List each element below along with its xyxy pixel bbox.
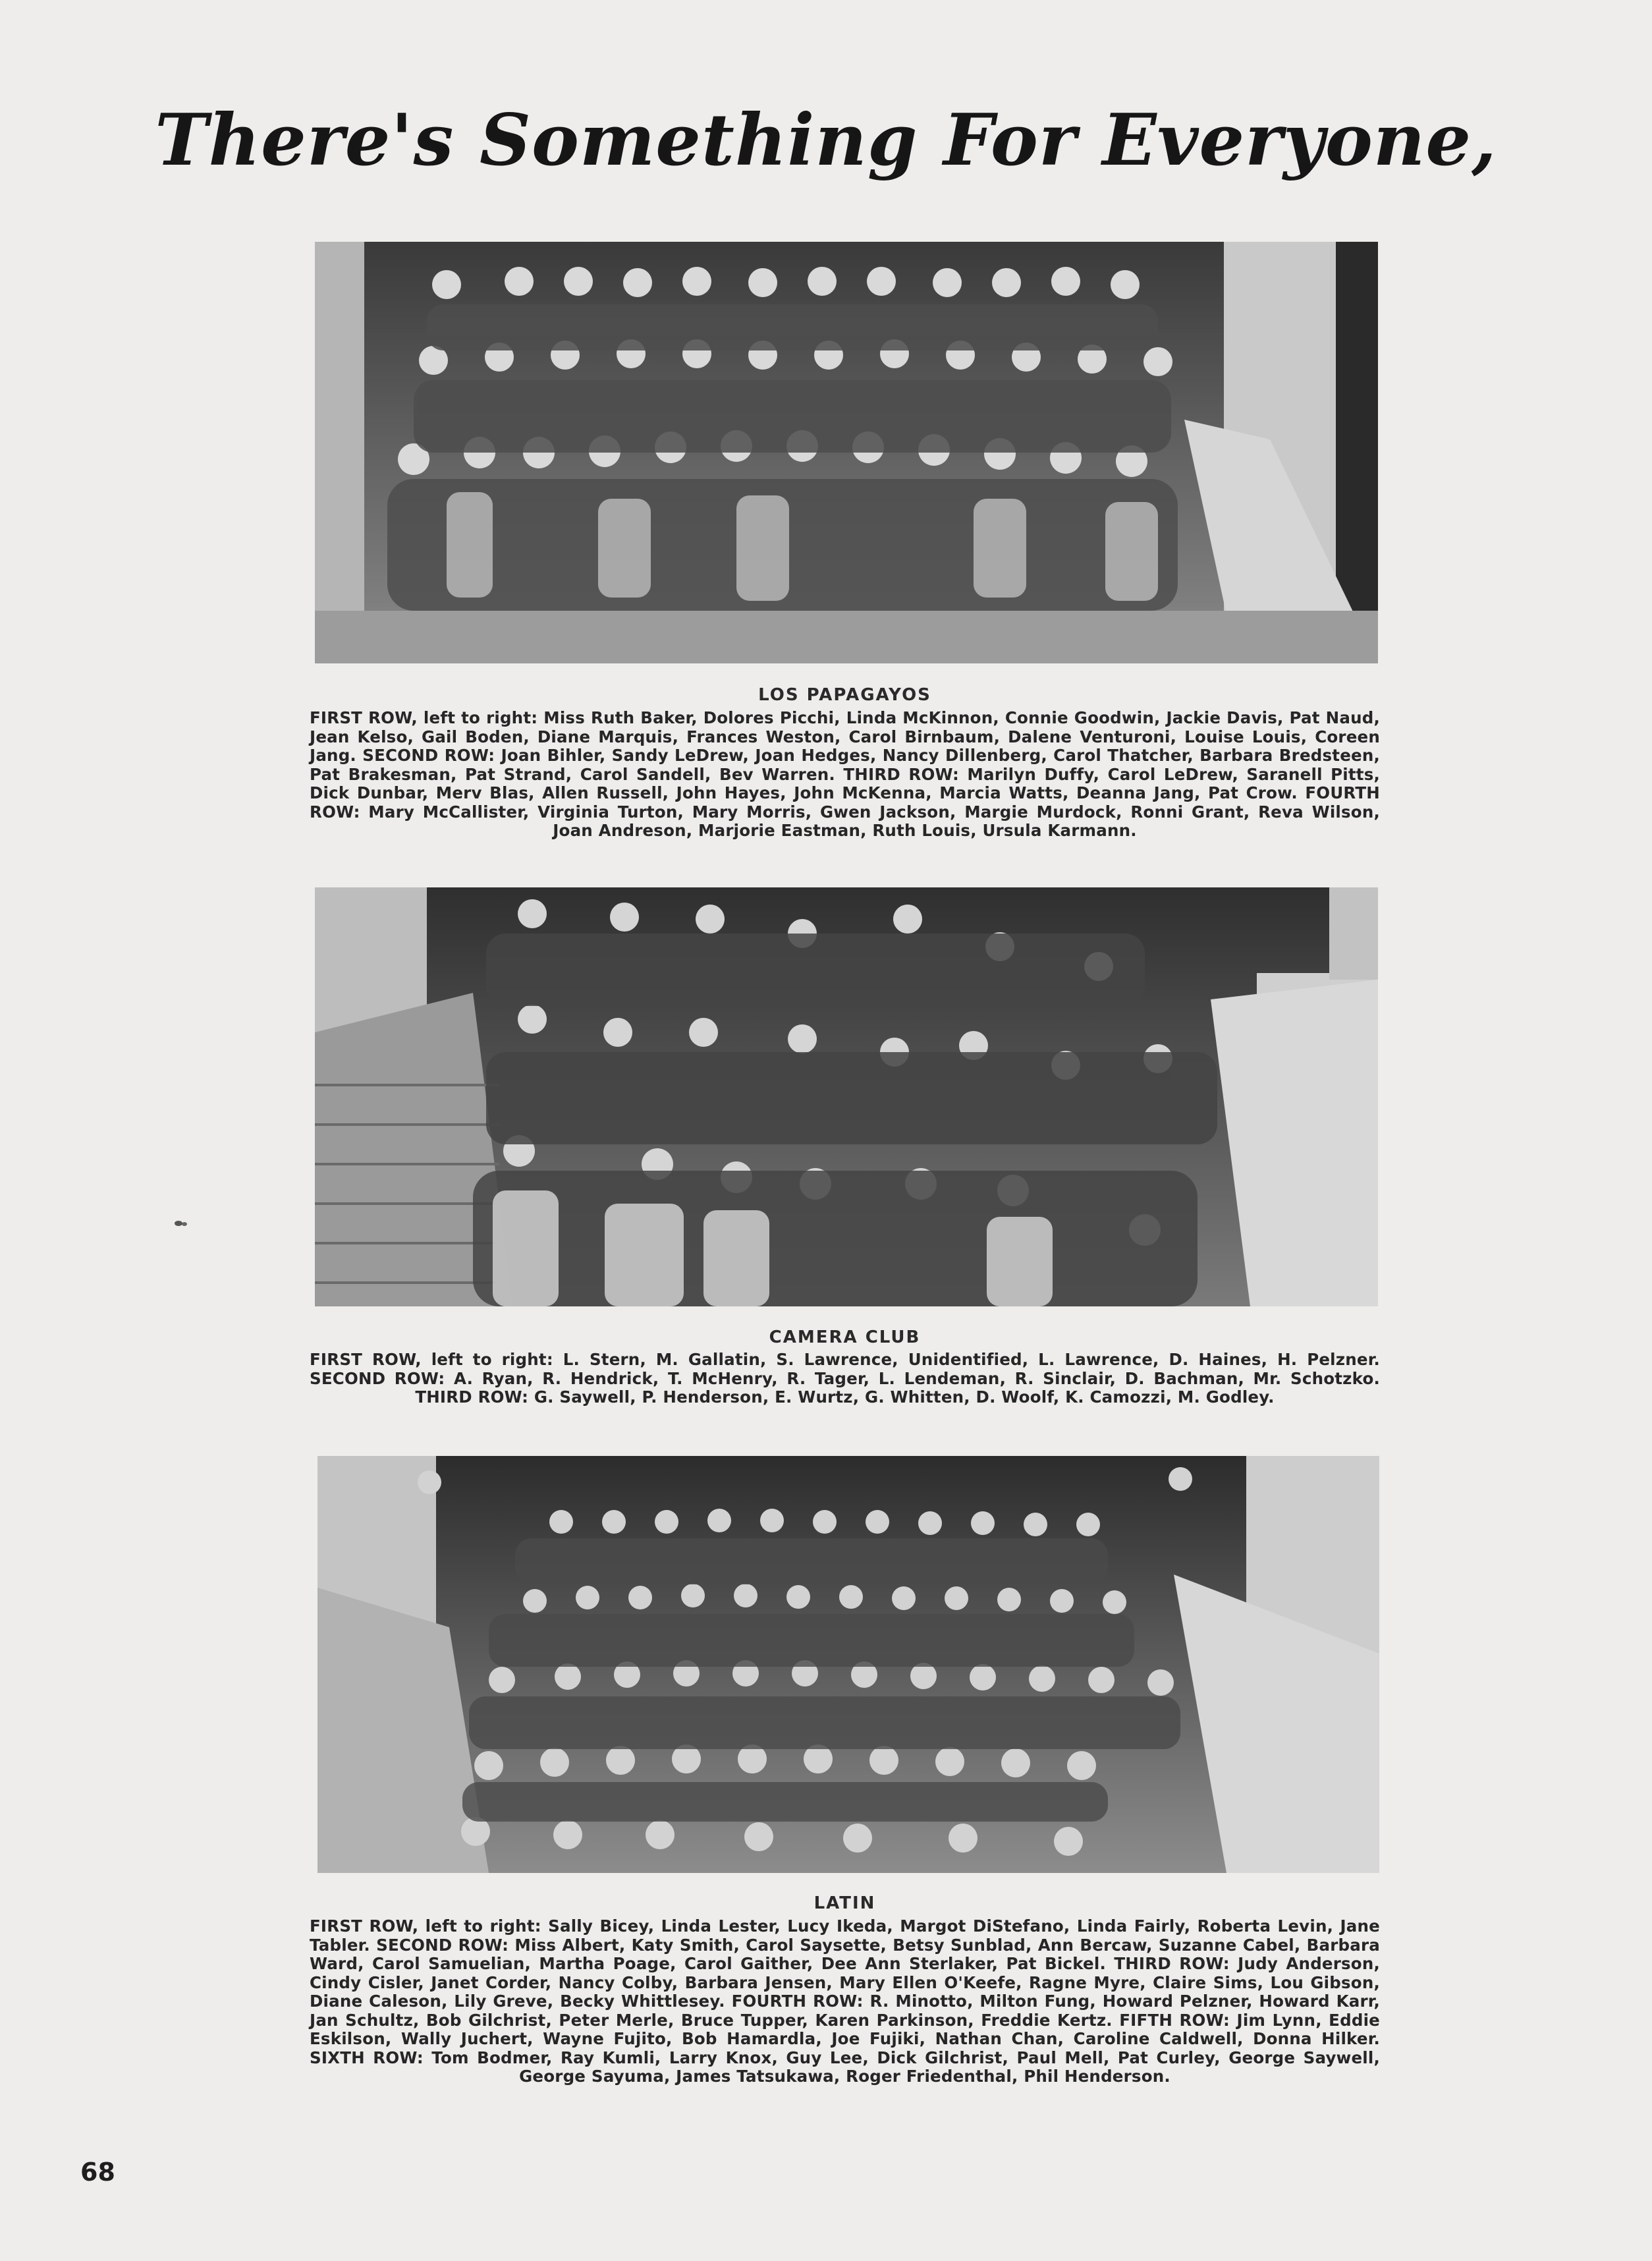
page-number: 68 bbox=[80, 2158, 115, 2187]
los-papagayos-title: LOS PAPAGAYOS bbox=[758, 685, 931, 705]
camera-club-group-photo bbox=[315, 887, 1378, 1306]
group-photo-icon bbox=[315, 887, 1378, 1306]
group-photo-icon bbox=[317, 1456, 1379, 1873]
ink-speck-icon bbox=[173, 1219, 190, 1228]
los-papagayos-caption: FIRST ROW, left to right: Miss Ruth Baker, Dolores Picchi, Linda McKinnon, Connie Goodwin, Jackie Davis, Pat Naud, Jean Kelso, Gail Boden, Diane Marquis, Frances Weston, Carol Birnbaum, Dalene Venturoni, Louise Louis, Coreen Jang. SECOND ROW: Joan Bihler, Sandy LeDrew, Joan Hedges, Nancy Dillenberg, Carol Thatcher, Barbara Bredsteen, Pat Brakesman, Pat Strand, Carol Sandell, Bev Warren. THIRD ROW: Marilyn Duffy, Carol LeDrew, Saranell Pitts, Dick Dunbar, Merv Blas, Allen Russell, John Hayes, John McKenna, Marcia Watts, Deanna Jang, Pat Crow. FOURTH ROW: Mary McCallister, Virginia Turton, Mary Morris, Gwen Jackson, Margie Murdock, Ronni Grant, Reva Wilson, Joan Andreson, Marjorie Eastman, Ruth Louis, Ursula Karmann. bbox=[310, 708, 1380, 840]
page-title: There's Something For Everyone, bbox=[155, 99, 1497, 182]
latin-caption: FIRST ROW, left to right: Sally Bicey, Linda Lester, Lucy Ikeda, Margot DiStefano, Linda Fairly, Roberta Levin, Jane Tabler. SECOND ROW: Miss Albert, Katy Smith, Carol Saysette, Betsy Sunblad, Ann Bercaw, Suzanne Cabel, Barbara Ward, Carol Samuelian, Martha Poage, Carol Gaither, Dee Ann Sterlaker, Pat Bickel. THIRD ROW: Judy Anderson, Cindy Cisler, Janet Corder, Nancy Colby, Barbara Jensen, Mary Ellen O'Keefe, Ragne Myre, Claire Sims, Lou Gibson, Diane Caleson, Lily Greve, Becky Whittlesey. FOURTH ROW: R. Minotto, Milton Fung, Howard Pelzner, Howard Karr, Jan Schultz, Bob Gilchrist, Peter Merle, Bruce Tupper, Karen Parkinson, Freddie Kertz. FIFTH ROW: Jim Lynn, Eddie Eskilson, Wally Juchert, Wayne Fujito, Bob Hamardla, Joe Fujiki, Nathan Chan, Caroline Caldwell, Donna Hilker. SIXTH ROW: Tom Bodmer, Ray Kumli, Larry Knox, Guy Lee, Dick Gilchrist, Paul Mell, Pat Curley, George Saywell, George Sayuma, James Tatsukawa, Roger Friedenthal, Phil Henderson. bbox=[310, 1916, 1380, 2086]
latin-group-photo bbox=[317, 1456, 1379, 1873]
camera-club-title: CAMERA CLUB bbox=[769, 1327, 921, 1347]
group-photo-icon bbox=[315, 242, 1378, 663]
latin-title: LATIN bbox=[813, 1893, 876, 1913]
camera-club-caption: FIRST ROW, left to right: L. Stern, M. Gallatin, S. Lawrence, Unidentified, L. Lawrence, D. Haines, H. Pelzner. SECOND ROW: A. Ryan, R. Hendrick, T. McHenry, R. Tager, L. Lendeman, R. Sinclair, D. Bachman, Mr. Schotzko. THIRD ROW: G. Saywell, P. Henderson, E. Wurtz, G. Whitten, D. Woolf, K. Camozzi, M. Godley. bbox=[310, 1350, 1380, 1407]
los-papagayos-group-photo bbox=[315, 242, 1378, 663]
